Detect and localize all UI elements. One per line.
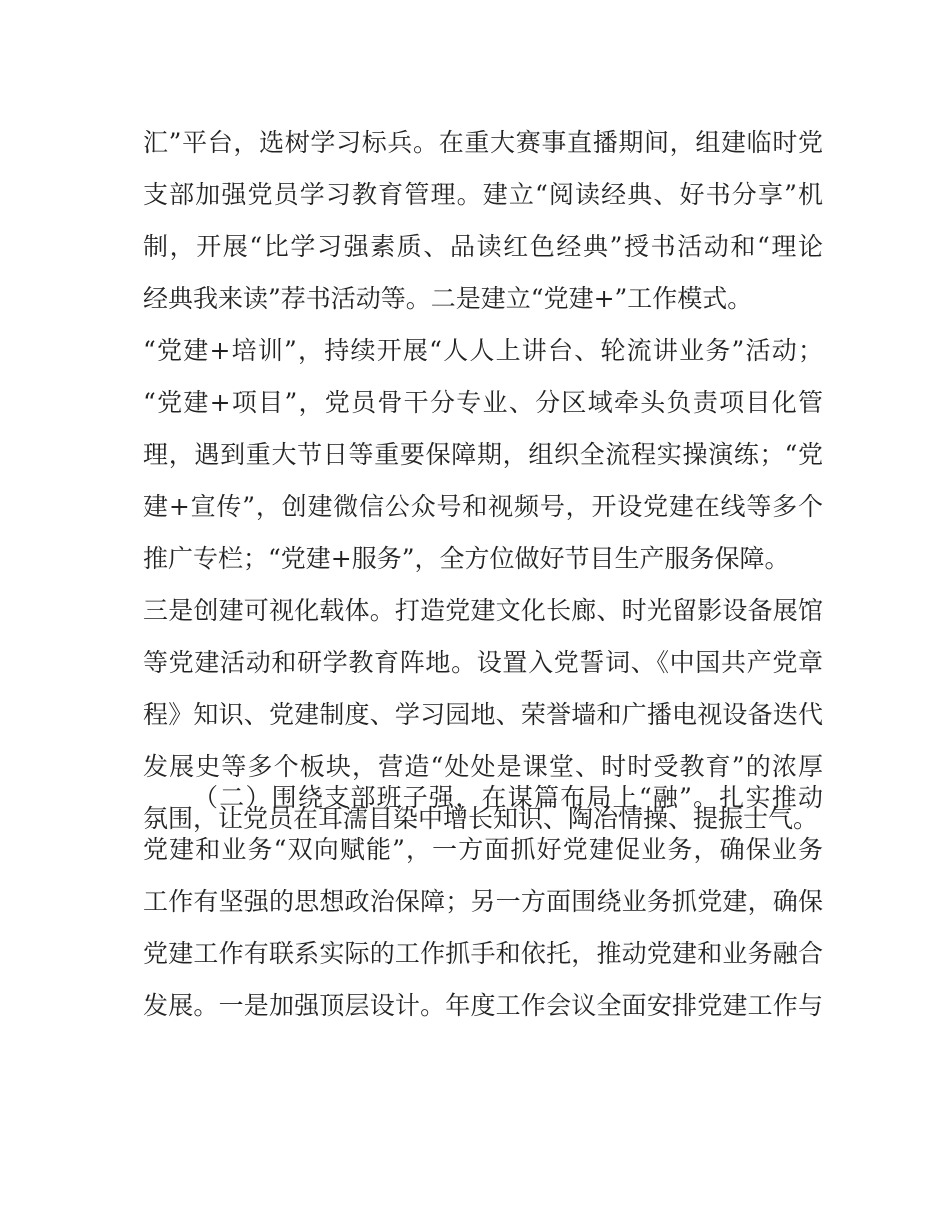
text-line: 党建工作有联系实际的工作抓手和依托，推动党建和业务融合 xyxy=(143,939,823,968)
text-line: 建+宣传”，创建微信公众号和视频号，开设党建在线等多个 xyxy=(143,492,823,521)
text-line: “党建+项目”，党员骨干分专业、分区域牵头负责项目化管 xyxy=(143,388,823,417)
text-line: 三是创建可视化载体。打造党建文化长廊、时光留影设备展馆 xyxy=(143,596,823,625)
text-line: 汇”平台，选树学习标兵。在重大赛事直播期间，组建临时党 xyxy=(143,128,823,157)
text-line: 经典我来读”荐书活动等。二是建立“党建+”工作模式。 xyxy=(143,284,753,313)
text-line: 氛围，让党员在耳濡目染中增长知识、陶冶情操、提振士气。 xyxy=(143,804,819,833)
text-line: 发展。一是加强顶层设计。年度工作会议全面安排党建工作与 xyxy=(143,991,823,1020)
text-line: 等党建活动和研学教育阵地。设置入党誓词、《中国共产党章 xyxy=(143,648,823,677)
text-line: 工作有坚强的思想政治保障；另一方面围绕业务抓党建，确保 xyxy=(143,887,823,916)
text-line: （二）围绕支部班子强，在谋篇布局上“融”。扎实推动 xyxy=(193,783,823,812)
text-line: “党建+培训”，持续开展“人人上讲台、轮流讲业务”活动； xyxy=(143,336,823,365)
body-paragraph xyxy=(143,117,823,845)
text-line: 党建和业务“双向赋能”，一方面抓好党建促业务，确保业务 xyxy=(143,835,823,864)
text-line: 制，开展“比学习强素质、品读红色经典”授书活动和“理论 xyxy=(143,232,823,261)
text-line: 程》知识、党建制度、学习园地、荣誉墙和广播电视设备迭代 xyxy=(143,700,823,729)
text-line: 推广专栏；“党建+服务”，全方位做好节目生产服务保障。 xyxy=(143,544,790,573)
text-line: 支部加强党员学习教育管理。建立“阅读经典、好书分享”机 xyxy=(143,180,823,209)
body-paragraph xyxy=(143,772,823,1032)
text-line: 理，遇到重大节日等重要保障期，组织全流程实操演练；“党 xyxy=(143,440,823,469)
text-line: 发展史等多个板块，营造“处处是课堂、时时受教育”的浓厚 xyxy=(143,752,823,781)
